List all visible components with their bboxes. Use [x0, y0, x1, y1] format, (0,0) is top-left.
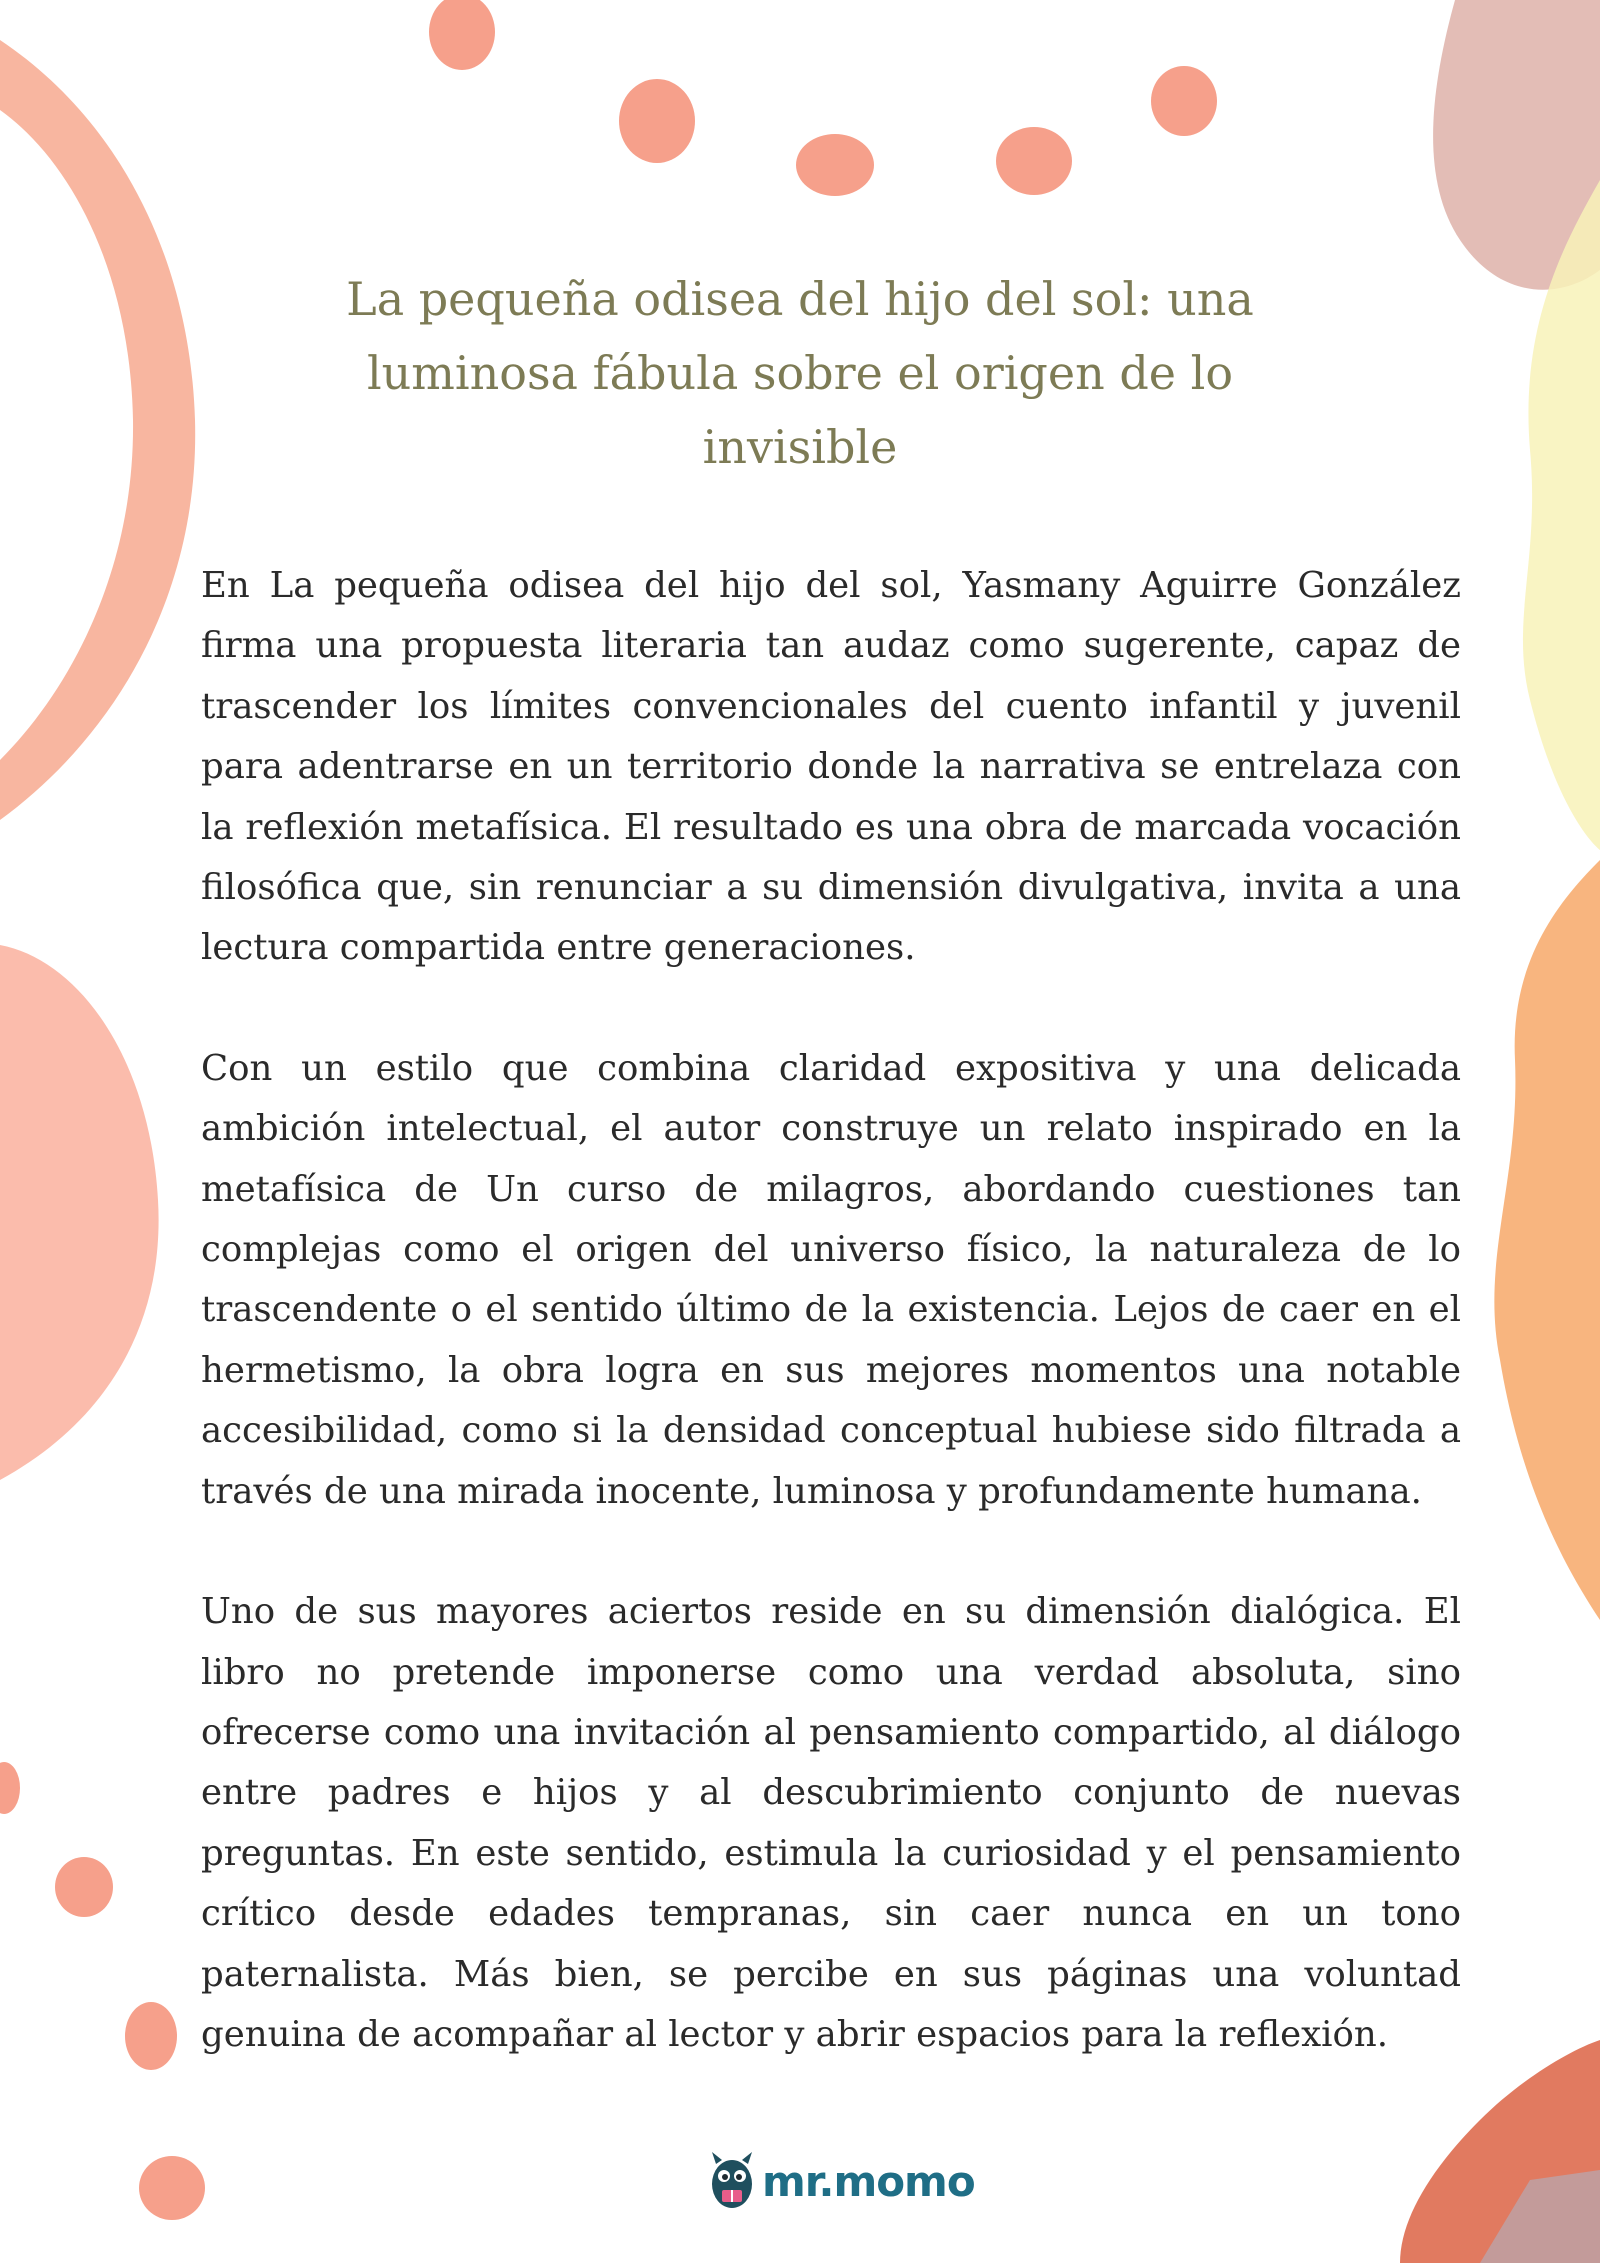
dot [0, 1762, 20, 1814]
paragraph-3: Uno de sus mayores aciertos reside en su dimensión dialógica. El libro no pretende imponerse como una verdad absoluta, sino ofrecerse como una invitación al pensamiento compartido, al diálogo entre padres e hijos y al descubrimiento conjunto de nuevas preguntas. En este sentido, estimula la curiosidad y el pensamiento crítico desde edades tempranas, sin caer nunca en un tono paternalista. Más bien, se percibe en sus páginas una voluntad genuina de acompañar al lector y abrir espacios para la reflexión. [201, 1591, 1461, 2055]
monster-mascot-icon [708, 2150, 756, 2212]
right-orange-wash [1494, 860, 1600, 1620]
brand-name: mr.momo [762, 2156, 975, 2206]
right-mauve-blob [1433, 0, 1600, 290]
paragraph-1: En La pequeña odisea del hijo del sol, Yasmany Aguirre González firma una propuesta literaria tan audaz como sugerente, capaz de trascender los límites convencionales del cuento infantil y juvenil para adentrarse en un territorio donde la narrativa se entrelaza con la reflexión metafísica. El resultado es una obra de marcada vocación filosófica que, sin renunciar a su dimensión divulgativa, invita a una lectura compartida entre generaciones. [201, 565, 1461, 969]
dot [996, 127, 1072, 195]
dot [55, 1857, 113, 1917]
left-peach-arc [0, 40, 195, 820]
dot [139, 2156, 205, 2220]
right-yellow-wash [1523, 180, 1600, 850]
dot [429, 0, 495, 70]
dot [619, 79, 695, 163]
paragraph-2: Con un estilo que combina claridad expositiva y una delicada ambición intelectual, el autor construye un relato inspirado en la metafísica de Un curso de milagros, abordando cuestiones tan complejas como el origen del universo físico, la naturaleza de lo trascendente o el sentido último de la existencia. Lejos de caer en el hermetismo, la obra logra en sus mejores momentos una notable accesibilidad, como si la densidad conceptual hubiese sido filtrada a través de una mirada inocente, luminosa y profundamente humana. [201, 1047, 1461, 1512]
dot [125, 2002, 177, 2070]
article-title: La pequeña odisea del hijo del sol: una luminosa fábula sobre el origen de lo invisible [346, 272, 1254, 474]
bottom-right-book-edge [1480, 2170, 1600, 2263]
left-pink-blob [0, 945, 159, 1480]
dot [1151, 66, 1217, 136]
dot [796, 134, 874, 196]
brand-logo [708, 2148, 975, 2214]
article-body [201, 556, 1461, 2125]
